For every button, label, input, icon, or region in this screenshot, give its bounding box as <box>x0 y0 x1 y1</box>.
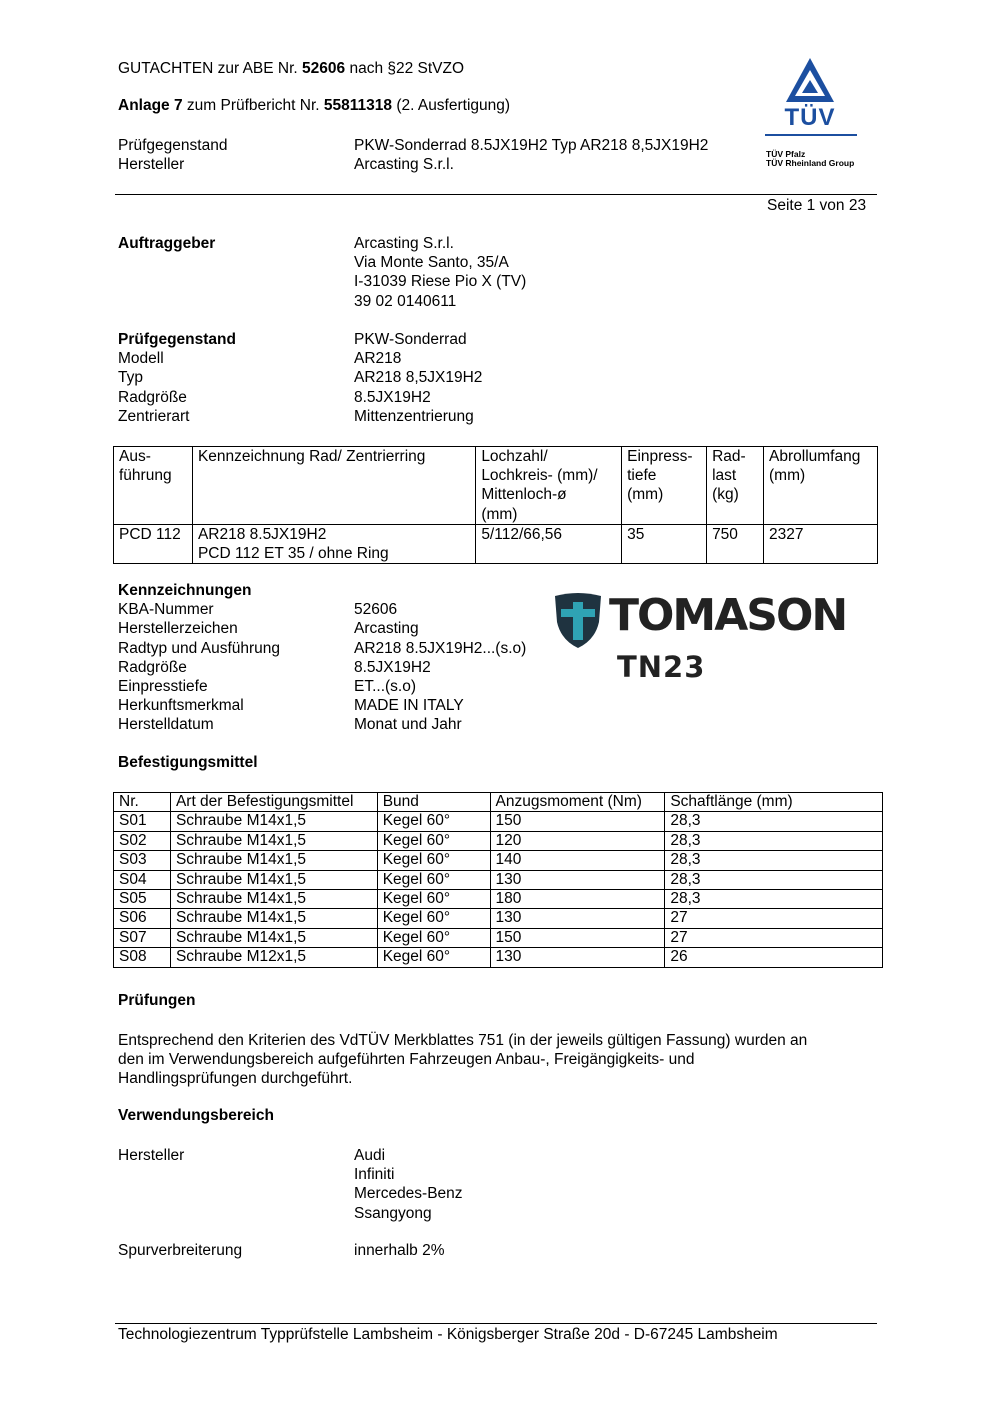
fastener-cell: Kegel 60° <box>377 948 490 967</box>
fastener-cell: 130 <box>490 948 665 967</box>
tuv-subtitle: TÜV Pfalz TÜV Rheinland Group <box>766 149 855 168</box>
header-line-2: Anlage 7 zum Prüfbericht Nr. 55811318 (2. Ausfertigung) <box>118 97 511 114</box>
list-item: Infiniti <box>354 1166 395 1184</box>
variant-header-cell: Kennzeichnung Rad/ Zentrierring <box>192 447 475 525</box>
variant-cell: PCD 112 <box>114 525 193 564</box>
fastener-header-cell: Nr. <box>114 793 171 812</box>
fastener-cell: S08 <box>114 948 171 967</box>
fastener-cell: S05 <box>114 890 171 909</box>
fastener-header-cell: Schaftlänge (mm) <box>665 793 883 812</box>
variant-table <box>113 446 878 564</box>
list-item: Mercedes-Benz <box>354 1185 463 1203</box>
fastener-cell: Schraube M14x1,5 <box>170 851 377 870</box>
fastener-cell: Kegel 60° <box>377 812 490 831</box>
tests-heading: Prüfungen <box>118 992 196 1009</box>
variant-cell: 2327 <box>764 525 878 564</box>
fastener-cell: 130 <box>490 870 665 889</box>
markings-block: Kennzeichnungen KBA-Nummer 52606 Herstellerzeichen Arcasting Radtyp und Ausführung AR218 8.5JX19H2...(s.o) Radgröße 8.5JX19H2 Einpresstiefe ET...(s.o) Herkunftsmerkmal MADE IN ITALY Herstelldatum Monat und Jahr <box>118 582 527 734</box>
variant-header-cell: Einpress- tiefe (mm) <box>622 447 707 525</box>
variant-header-cell: Aus- führung <box>114 447 193 525</box>
table-row <box>114 525 878 564</box>
fastener-cell: Schraube M14x1,5 <box>170 831 377 850</box>
fastener-cell: 28,3 <box>665 870 883 889</box>
fastener-cell: Schraube M14x1,5 <box>170 909 377 928</box>
tomason-model: TN23 <box>617 650 706 684</box>
fasteners-table <box>113 792 883 968</box>
variant-table-header <box>114 447 878 525</box>
fastener-cell: 140 <box>490 851 665 870</box>
fastener-cell: Schraube M12x1,5 <box>170 948 377 967</box>
fastener-cell: Kegel 60° <box>377 831 490 850</box>
table-row <box>114 928 883 947</box>
fastener-cell: 28,3 <box>665 890 883 909</box>
fasteners-table-header <box>114 793 883 812</box>
fastener-cell: Kegel 60° <box>377 909 490 928</box>
fastener-cell: 150 <box>490 928 665 947</box>
fastener-cell: S02 <box>114 831 171 850</box>
fastener-cell: 28,3 <box>665 812 883 831</box>
fastener-cell: 120 <box>490 831 665 850</box>
table-row <box>114 812 883 831</box>
fastener-cell: S03 <box>114 851 171 870</box>
variant-cell: AR218 8.5JX19H2 PCD 112 ET 35 / ohne Ring <box>192 525 475 564</box>
fastener-cell: 130 <box>490 909 665 928</box>
fastener-cell: Kegel 60° <box>377 928 490 947</box>
tomason-shield-icon <box>553 592 603 650</box>
tomason-wordmark: TOMASON <box>609 590 847 641</box>
variant-cell: 5/112/66,56 <box>476 525 622 564</box>
fastener-cell: S01 <box>114 812 171 831</box>
fasteners-heading: Befestigungsmittel <box>118 754 258 771</box>
usage-manufacturers: Hersteller Audi Infiniti Mercedes-Benz Ssangyong <box>118 1147 463 1222</box>
table-row <box>114 890 883 909</box>
variant-header-cell: Lochzahl/ Lochkreis- (mm)/ Mittenloch-ø (mm) <box>476 447 622 525</box>
fastener-cell: Schraube M14x1,5 <box>170 812 377 831</box>
fastener-cell: Schraube M14x1,5 <box>170 870 377 889</box>
fastener-header-cell: Bund <box>377 793 490 812</box>
fastener-cell: Schraube M14x1,5 <box>170 890 377 909</box>
header-subject: Prüfgegenstand PKW-Sonderrad 8.5JX19H2 Typ AR218 8,5JX19H2 Hersteller Arcasting S.r.l. <box>118 137 709 174</box>
fastener-cell: S04 <box>114 870 171 889</box>
fastener-cell: 27 <box>665 909 883 928</box>
header-line-1: GUTACHTEN zur ABE Nr. 52606 nach §22 StVZO <box>118 60 465 77</box>
fastener-cell: Kegel 60° <box>377 890 490 909</box>
table-row <box>114 851 883 870</box>
fastener-cell: S07 <box>114 928 171 947</box>
variant-cell: 750 <box>707 525 764 564</box>
fastener-cell: Kegel 60° <box>377 870 490 889</box>
fastener-cell: S06 <box>114 909 171 928</box>
fastener-cell: Schraube M14x1,5 <box>170 928 377 947</box>
fastener-header-cell: Art der Befestigungsmittel <box>170 793 377 812</box>
page-number: Seite 1 von 23 <box>767 197 867 214</box>
list-item: Audi <box>354 1147 386 1164</box>
table-row <box>114 870 883 889</box>
table-row <box>114 909 883 928</box>
usage-track: Spurverbreiterung innerhalb 2% <box>118 1242 445 1259</box>
fastener-cell: Kegel 60° <box>377 851 490 870</box>
tuv-brand: TÜV <box>784 104 836 131</box>
fastener-cell: 27 <box>665 928 883 947</box>
fastener-cell: 26 <box>665 948 883 967</box>
tests-paragraph: Entsprechend den Kriterien des VdTÜV Merkblattes 751 (in der jeweils gültigen Fassung) wurden an den im Verwendungsbereich aufgeführten Fahrzeugen Anbau-, Freigängigkeits- und Handlingsprüfungen durchgeführt. <box>118 1032 808 1088</box>
fastener-cell: 28,3 <box>665 851 883 870</box>
table-row <box>114 831 883 850</box>
fastener-header-cell: Anzugsmoment (Nm) <box>490 793 665 812</box>
list-item: Ssangyong <box>354 1204 432 1222</box>
tomason-logo <box>553 592 878 687</box>
client-block: Auftraggeber Arcasting S.r.l. Via Monte Santo, 35/A I-31039 Riese Pio X (TV) 39 02 0140611 <box>118 235 527 310</box>
variant-header-cell: Rad- last (kg) <box>707 447 764 525</box>
test-object-block: Prüfgegenstand PKW-Sonderrad Modell AR218 Typ AR218 8,5JX19H2 Radgröße 8.5JX19H2 Zentrierart Mittenzentrierung <box>118 331 483 425</box>
footer-divider <box>115 1323 877 1324</box>
variant-header-cell: Abrollumfang (mm) <box>764 447 878 525</box>
variant-cell: 35 <box>622 525 707 564</box>
table-row <box>114 948 883 967</box>
usage-heading: Verwendungsbereich <box>118 1107 274 1124</box>
fastener-cell: 150 <box>490 812 665 831</box>
footer-text: Technologiezentrum Typprüfstelle Lambsheim - Königsberger Straße 20d - D-67245 Lambsheim <box>118 1326 778 1343</box>
tuv-logo <box>762 56 858 177</box>
fastener-cell: 28,3 <box>665 831 883 850</box>
client-address: Arcasting S.r.l. Via Monte Santo, 35/A I-31039 Riese Pio X (TV) 39 02 0140611 <box>354 235 527 310</box>
fastener-cell: 180 <box>490 890 665 909</box>
header-divider <box>115 194 877 195</box>
